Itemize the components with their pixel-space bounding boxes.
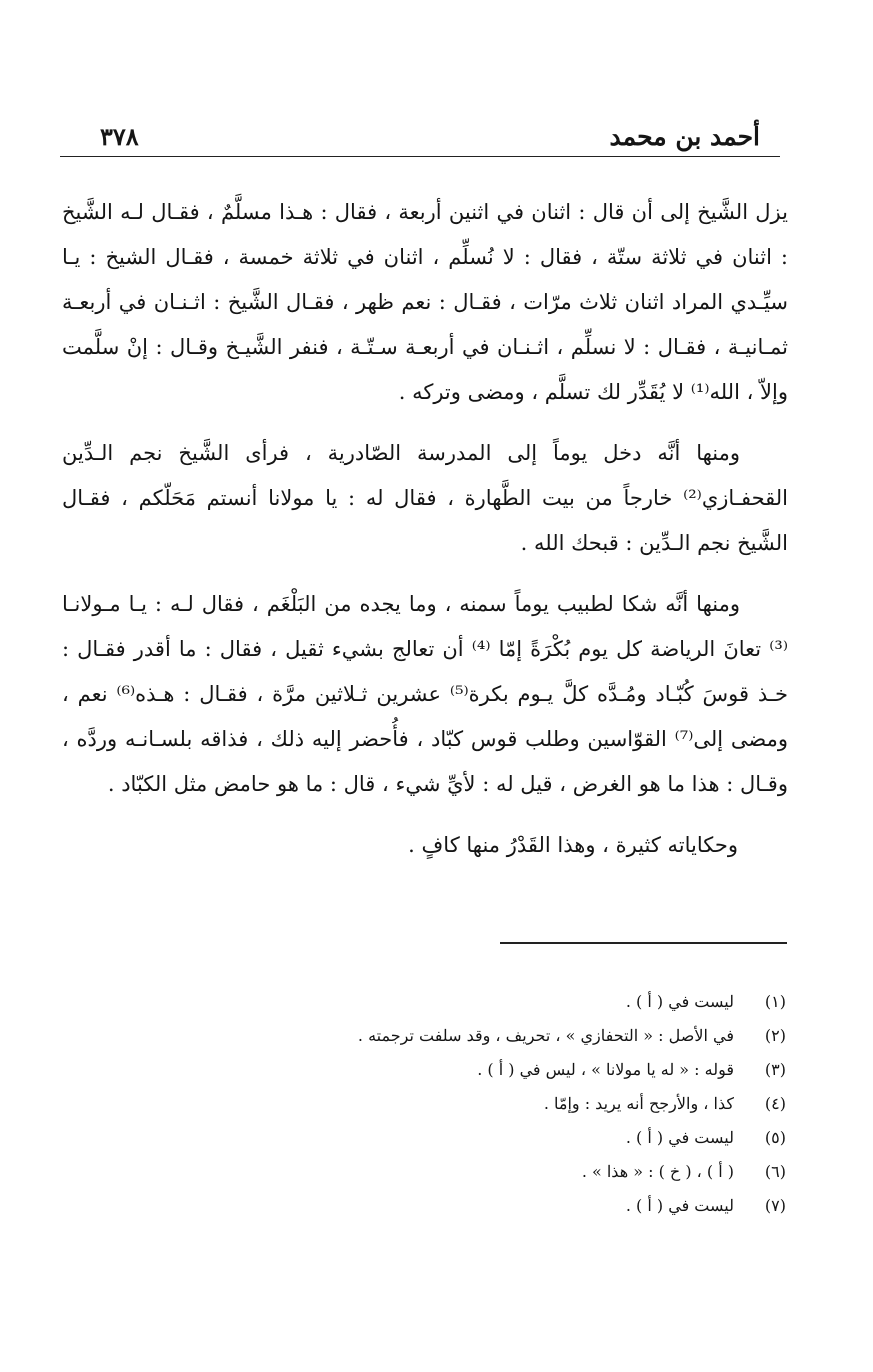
footnote-number: (٦): [764, 1162, 786, 1181]
footnote: [60, 1053, 786, 1087]
footnote-number: (١): [764, 992, 786, 1011]
paragraph: ومنها أنَّه دخل يوماً إلى المدرسة الصّادرية ، فرأى الشَّيخ نجم الـدِّين القحفـازي⁽²⁾ خارجاً من بيت الطَّهارة ، فقال له : يا مولانا أنستم مَحَلّكم ، فقـال الشَّيخ نجم الـدِّين : قبحك الله .: [62, 441, 788, 555]
footnote-number: (٥): [764, 1128, 786, 1147]
page-header: [60, 118, 780, 157]
paragraph: يزل الشَّيخ إلى أن قال : اثنان في اثنين أربعة ، فقال : هـذا مسلَّمٌ ، فقـال لـه الشَّيخ : اثنان في ثلاثة ستّة ، فقال : لا نُسلِّم ، اثنان في ثلاثة خمسة ، فقـال الشيخ : يـا سيِّـدي المراد اثنان ثلاث مرّات ، فقـال : نعم ظهر ، فقـال الشَّيخ : اثـنـان في أربعـة ثمـانيـة ، فقـال : لا نسلِّم ، اثـنـان في أربعـة سـتّـة ، فنفر الشَّيـخ وقـال : إنْ سلَّمت وإلاّ ، الله⁽¹⁾ لا يُقَدِّر لك تسلَّم ، ومضى وتركه .: [62, 200, 788, 404]
footnote: [60, 1189, 786, 1223]
footnote: [60, 1155, 786, 1189]
footnote-number: (٤): [764, 1094, 786, 1113]
page-number: ٣٧٨: [100, 122, 139, 151]
running-title: أحمد بن محمد: [609, 122, 760, 151]
paragraph: ومنها أنَّه شكا لطبيب يوماً سمنه ، وما يجده من البَلْغَم ، فقال لـه : يـا مـولانـا ⁽³⁾ تعانَ الرياضة كل يوم بُكْرَةً إمّا ⁽⁴⁾ أن تعالج بشيء ثقيل ، فقال : ما أقدر فقـال : خـذ قوسَ كُبّـاد ومُـدَّه كلَّ يـوم بكرة⁽⁵⁾ عشرين ثـلاثين مرَّة ، فقـال : هـذه⁽⁶⁾ نعم ، ومضى إلى⁽⁷⁾ القوّاسين وطلب قوس كبّاد ، فأُحضر إليه ذلك ، فذاقه بلسـانـه وردَّه ، وقـال : هذا ما هو الغرض ، قيل له : لأيِّ شيء ، قال : ما هو حامض مثل الكبّاد .: [62, 592, 788, 796]
footnote-text: قوله : « له يا مولانا » ، ليس في ( أ ) .: [477, 1060, 734, 1079]
footnote-text: ليست في ( أ ) .: [625, 1196, 734, 1215]
footnote-number: (٣): [764, 1060, 786, 1079]
footnotes: [60, 985, 786, 1223]
footnote-text: ليست في ( أ ) .: [625, 992, 734, 1011]
footnote: [60, 1087, 786, 1121]
main-text: [62, 190, 788, 884]
footnote: [60, 1121, 786, 1155]
footnote-text: ليست في ( أ ) .: [625, 1128, 734, 1147]
footnote-number: (٧): [764, 1196, 786, 1215]
footnote-text: في الأصل : « التحفازي » ، تحريف ، وقد سلفت ترجمته .: [357, 1026, 734, 1045]
footnote-text: ( أ ) ، ( خ ) : « هذا » .: [581, 1162, 734, 1181]
footnote-number: (٢): [764, 1026, 786, 1045]
footnote-text: كذا ، والأرجح أنه يريد : وإمّا .: [543, 1094, 734, 1113]
footnote-divider: [500, 942, 787, 944]
footnote: [60, 985, 786, 1019]
paragraph: وحكاياته كثيرة ، وهذا القَدْرُ منها كافٍ .: [408, 833, 738, 857]
footnote: [60, 1019, 786, 1053]
